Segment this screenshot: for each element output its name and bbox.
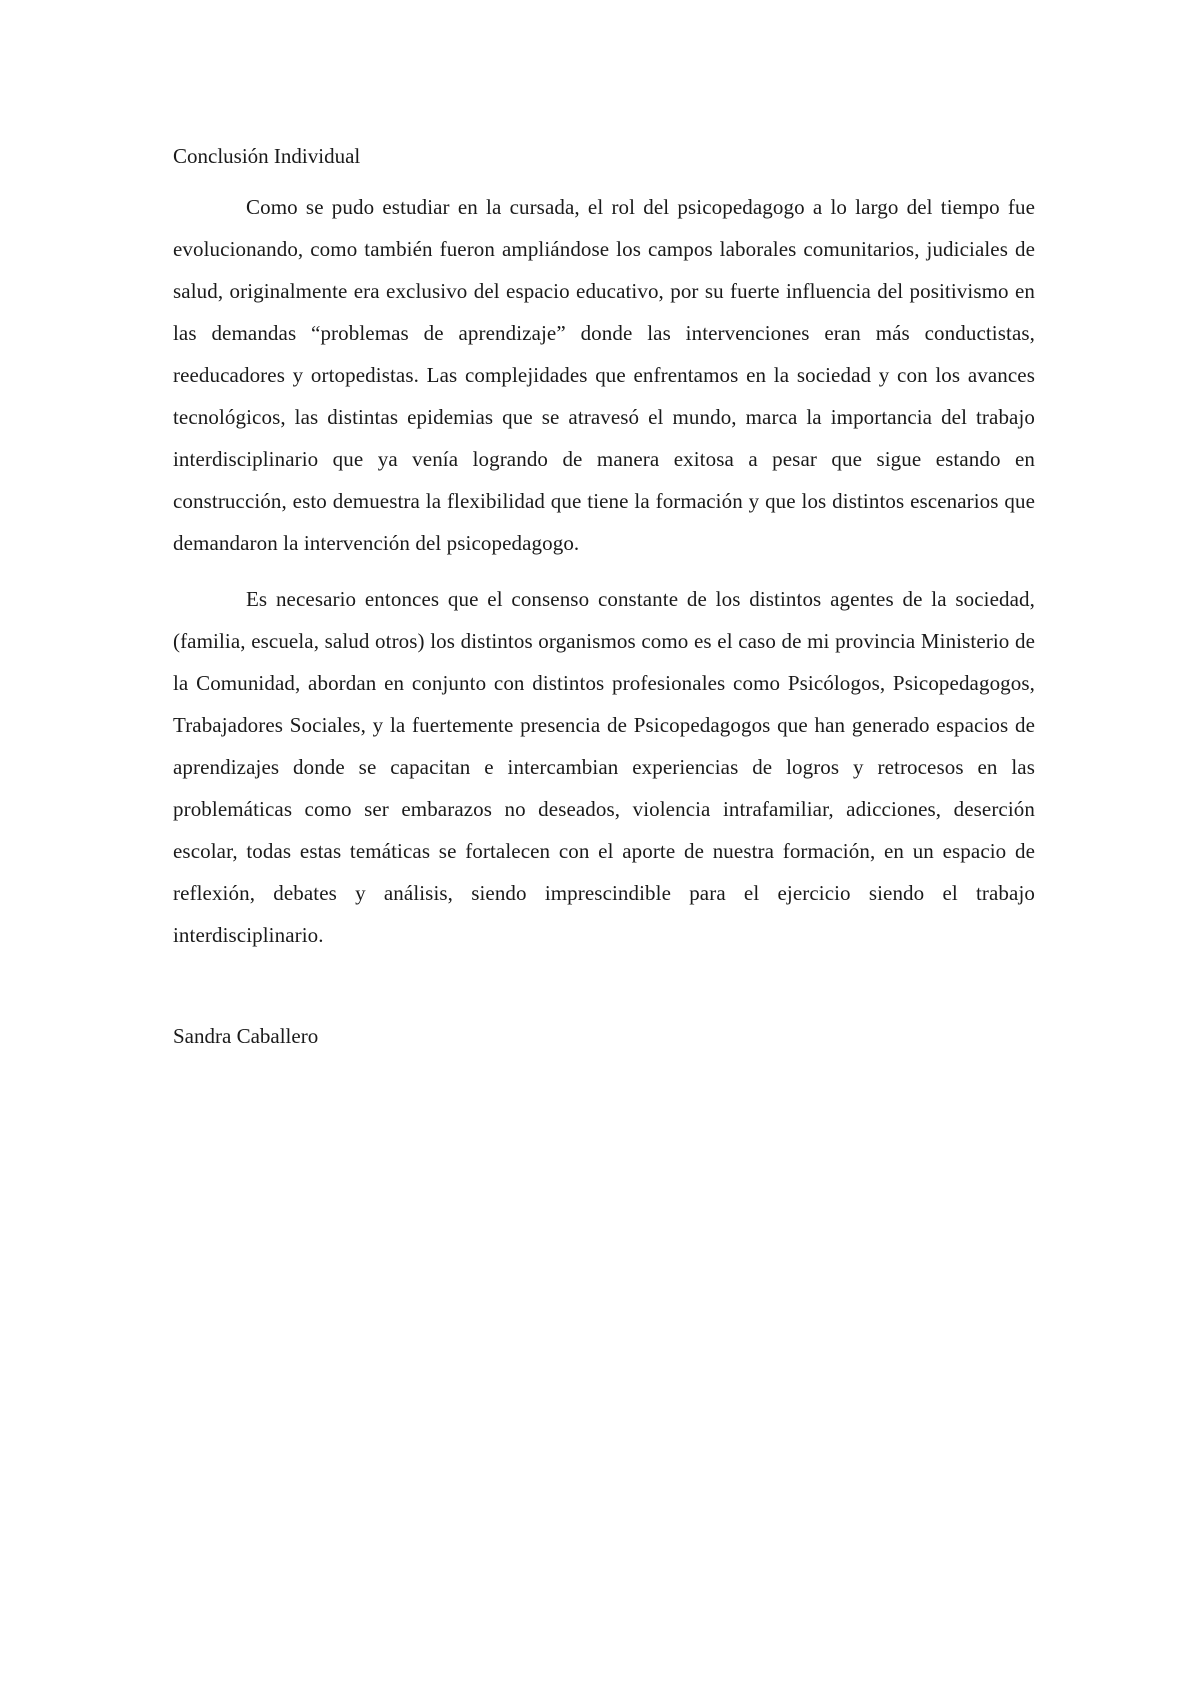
- document-title: Conclusión Individual: [173, 144, 361, 168]
- author-signature: Sandra Caballero: [173, 1024, 319, 1048]
- paragraph-1: Como se pudo estudiar en la cursada, el rol del psicopedagogo a lo largo del tiempo fue evolucionando, como también fueron ampliándose los campos laborales comunitarios, judiciales de salud, originalmente era exclusivo del espacio educativo, por su fuerte influencia del positivismo en las demandas “problemas de aprendizaje” donde las intervenciones eran más conductistas, reeducadores y ortopedistas. Las complejidades que enfrentamos en la sociedad y con los avances tecnológicos, las distintas epidemias que se atravesó el mundo, marca la importancia del trabajo interdisciplinario que ya venía logrando de manera exitosa a pesar que sigue estando en construcción, esto demuestra la flexibilidad que tiene la formación y que los distintos escenarios que demandaron la intervención del psicopedagogo.: [173, 195, 1035, 555]
- document-body: [173, 140, 1035, 1052]
- paragraph-2: Es necesario entonces que el consenso constante de los distintos agentes de la sociedad, (familia, escuela, salud otros) los distintos organismos como es el caso de mi provincia Ministerio de la Comunidad, abordan en conjunto con distintos profesionales como Psicólogos, Psicopedagogos, Trabajadores Sociales, y la fuertemente presencia de Psicopedagogos que han generado espacios de aprendizajes donde se capacitan e intercambian experiencias de logros y retrocesos en las problemáticas como ser embarazos no deseados, violencia intrafamiliar, adicciones, deserción escolar, todas estas temáticas se fortalecen con el aporte de nuestra formación, en un espacio de reflexión, debates y análisis, siendo imprescindible para el ejercicio siendo el trabajo interdisciplinario.: [173, 587, 1035, 947]
